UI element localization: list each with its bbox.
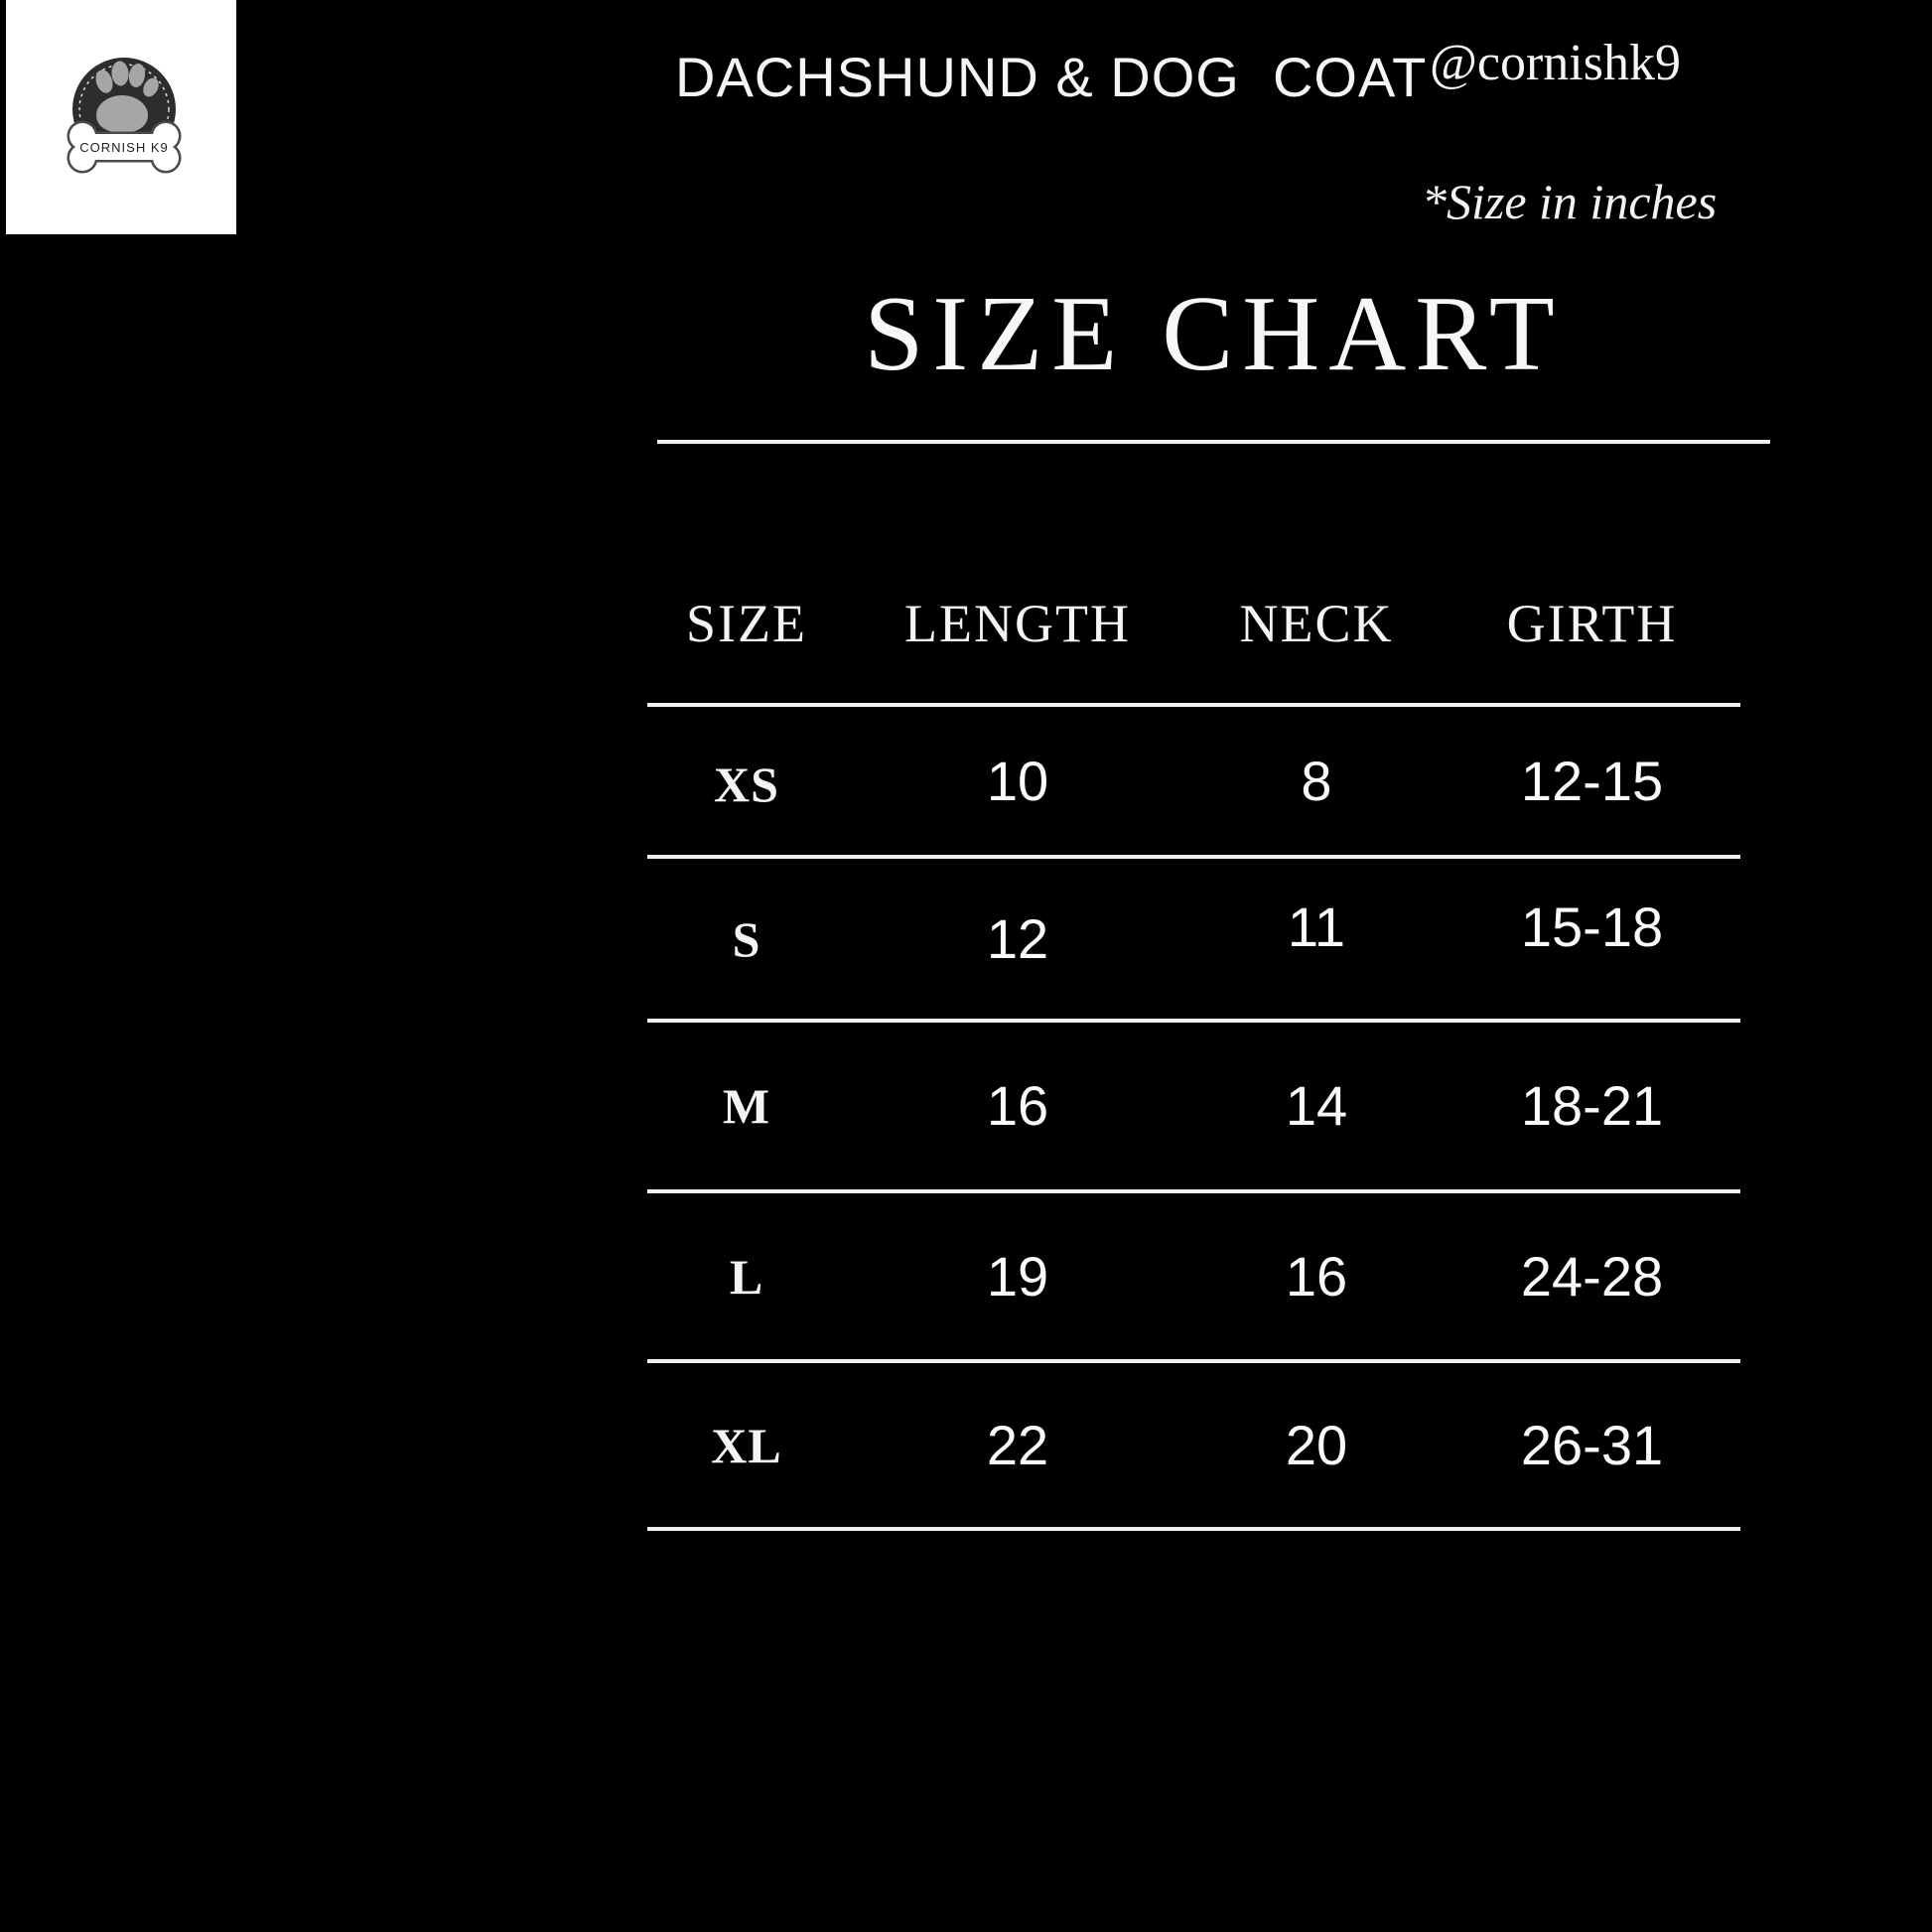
length-cell: 12 [986,906,1049,970]
table-row [647,707,1740,859]
table-row [647,1023,1740,1193]
size-cell: XS [714,756,779,812]
girth-cell: 12-15 [1520,749,1664,812]
instagram-handle: @cornishk9 [1430,35,1681,91]
logo-graphic [6,0,236,234]
table-row [647,1363,1740,1531]
neck-cell: 16 [1285,1244,1348,1308]
size-cell: L [729,1248,764,1305]
length-cell: 16 [986,1074,1049,1137]
heading-divider [657,440,1770,444]
neck-cell: 8 [1301,749,1332,812]
table-header-row [647,544,1740,707]
girth-cell: 18-21 [1520,1074,1664,1137]
col-header-size: SIZE [686,594,807,653]
neck-cell: 20 [1285,1413,1348,1476]
brand-name: CORNISH K9 [79,140,169,155]
girth-cell: 26-31 [1520,1413,1664,1476]
size-cell: XL [711,1417,782,1473]
length-cell: 10 [986,749,1049,812]
table-row [647,859,1740,1023]
chart-title: SIZE CHART [864,275,1564,393]
col-header-girth: GIRTH [1506,594,1678,653]
length-cell: 19 [986,1244,1049,1308]
product-title: DACHSHUND & DOG COAT [675,46,1428,108]
length-cell: 22 [986,1413,1049,1476]
table-row [647,1193,1740,1363]
size-table [647,544,1740,1531]
brand-logo [6,0,236,234]
neck-cell: 11 [1287,895,1346,958]
size-cell: S [732,910,761,967]
size-cell: M [722,1078,771,1134]
girth-cell: 15-18 [1520,895,1664,958]
col-header-neck: NECK [1239,594,1394,653]
col-header-length: LENGTH [904,594,1131,653]
neck-cell: 14 [1285,1074,1348,1137]
girth-cell: 24-28 [1520,1244,1664,1308]
units-note: *Size in inches [1422,174,1718,229]
